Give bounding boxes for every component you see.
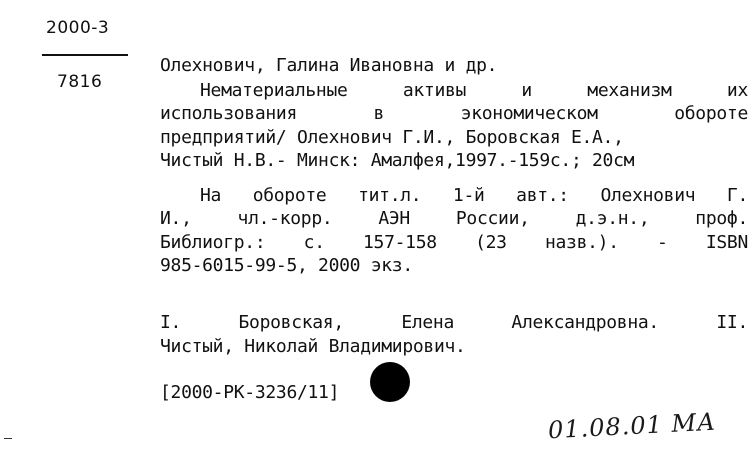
divider-line <box>42 54 128 56</box>
tracing-line-1: I. Боровская, Елена Александровна. II. <box>160 312 748 333</box>
entry-isbn-line: 985-6015-99-5, 2000 экз. <box>160 255 413 276</box>
entry-note-line-2: И., чл.-корр. АЭН России, д.э.н., проф. <box>160 208 748 229</box>
ink-blot <box>370 362 410 402</box>
entry-title-line-1: Нематериальные активы и механизм их <box>200 80 748 101</box>
entry-title-line-3: предприятий/ Олехнович Г.И., Боровская Е.А., <box>160 127 624 148</box>
entry-note-line-1: На обороте тит.л. 1-й авт.: Олехнович Г. <box>200 185 748 206</box>
entry-imprint-line: Чистый Н.В.- Минск: Амалфея,1997.-159с.; 20см <box>160 150 635 171</box>
call-number-bottom: 7816 <box>57 72 103 92</box>
edge-mark <box>4 438 12 439</box>
entry-title-line-2: использования в экономическом обороте <box>160 103 748 124</box>
call-number-top: 2000-3 <box>46 18 110 38</box>
entry-author-line: Олехнович, Галина Ивановна и др. <box>160 55 498 76</box>
handwritten-note: 01.08.01 МА <box>547 407 717 445</box>
entry-note-line-3: Библиогр.: с. 157-158 (23 назв.). - ISBN <box>160 232 748 253</box>
tracing-line-2: Чистый, Николай Владимирович. <box>160 336 466 357</box>
document-id: [2000-РК-3236/11] <box>160 382 340 403</box>
